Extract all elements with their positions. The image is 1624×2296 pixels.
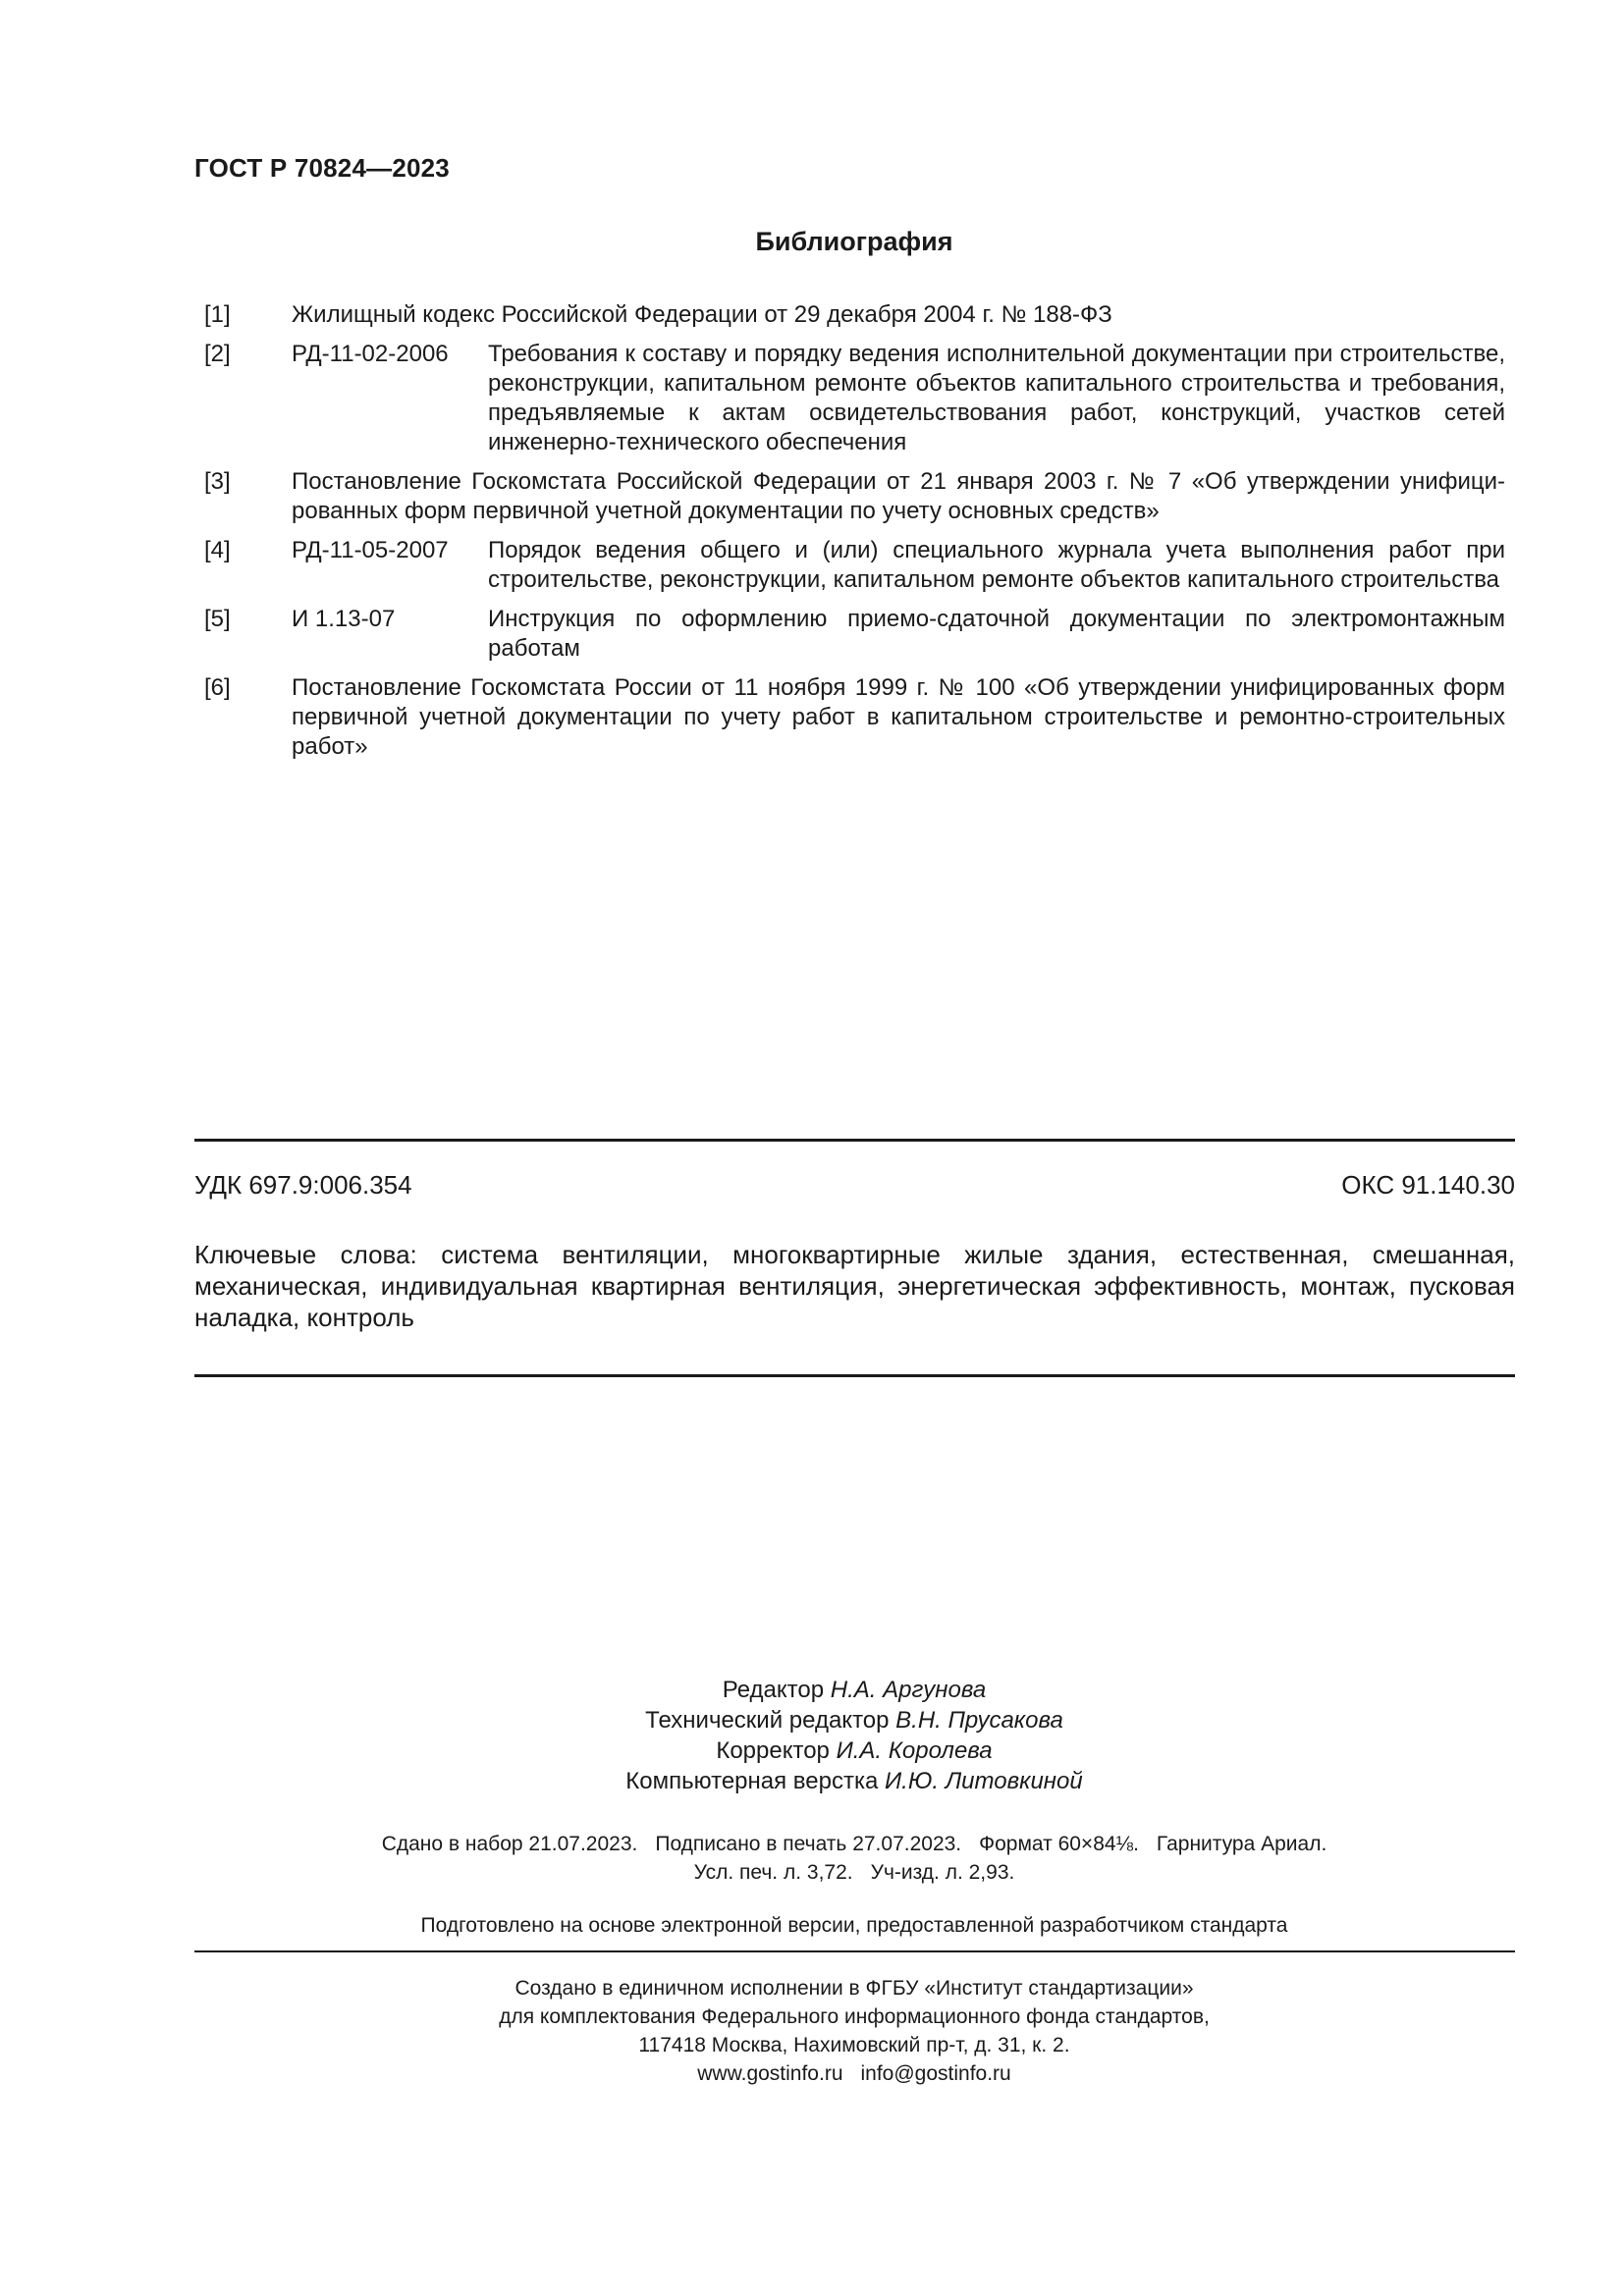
email-link[interactable]: info@gostinfo.ru: [860, 2062, 1011, 2085]
entry-number: [6]: [204, 674, 231, 701]
credit-role: Корректор: [716, 1737, 830, 1764]
bibliography-title: Библиография: [755, 227, 953, 256]
entry-number: [2]: [204, 341, 231, 367]
credit-role: Компьютерная верстка: [625, 1768, 879, 1794]
document-code: ГОСТ Р 70824—2023: [194, 153, 450, 183]
credit-name: И.А. Королева: [836, 1737, 993, 1764]
entry-text: Постановление Госкомстата России от 11 ноября 1999 г. № 100 «Об утверждении унифицированных форм первичной учетной документации по учету работ в капитальном строительстве и ремонтно-строительных работ»: [292, 674, 1505, 760]
bibliography-entry: [204, 340, 1505, 457]
paper-format: Формат 60×84⅛.: [979, 1833, 1139, 1855]
divider-bottom: [194, 1374, 1515, 1377]
credit-role: Редактор: [722, 1677, 825, 1703]
entry-code: РД-11-05-2007: [292, 537, 449, 563]
credit-name: В.Н. Прусакова: [895, 1707, 1063, 1734]
keywords: Ключевые слова: система вентиляции, многоквартирные жилые здания, естественная, смешанная, механическая, индивидуальная квартирная вентиляция, энергетическая эффективность, монтаж, пусковая наладка, контроль: [194, 1240, 1515, 1332]
credit-line: [0, 1705, 1624, 1735]
entry-number: [5]: [204, 606, 231, 632]
signed-date: Подписано в печать 27.07.2023.: [655, 1833, 962, 1855]
publication-line-1: [0, 1830, 1624, 1858]
edition-sheets: Уч-изд. л. 2,93.: [870, 1861, 1015, 1884]
footer-contacts: [0, 2059, 1624, 2088]
footer-divider: [194, 1950, 1515, 1952]
entry-code: РД-11-02-2006: [292, 341, 449, 367]
prepared-note: Подготовлено на основе электронной версии, предоставленной разработчиком стандарта: [420, 1914, 1288, 1937]
entry-text: Порядок ведения общего и (или) специального журнала учета выполнения работ при строительстве, реконструкции, капитальном ремонте объектов капитального строительства: [488, 537, 1505, 593]
typeface: Гарнитура Ариал.: [1156, 1833, 1327, 1855]
entry-number: [4]: [204, 537, 231, 563]
print-sheets: Усл. печ. л. 3,72.: [693, 1861, 853, 1884]
credit-role: Технический редактор: [645, 1707, 890, 1734]
publication-info: [0, 1830, 1624, 1887]
udk-code: УДК 697.9:006.354: [194, 1170, 412, 1200]
credit-name: Н.А. Аргунова: [830, 1677, 987, 1703]
submitted-date: Сдано в набор 21.07.2023.: [381, 1833, 638, 1855]
bibliography-list: [204, 300, 1505, 772]
bibliography-entry: [204, 536, 1505, 595]
bibliography-entry: [204, 605, 1505, 664]
bibliography-entry: [204, 467, 1505, 526]
entry-text: Жилищный кодекс Российской Федерации от 29 декабря 2004 г. № 188-ФЗ: [292, 301, 1112, 328]
entry-text: Постановление Госкомстата Российской Федерации от 21 января 2003 г. № 7 «Об утверждении унифицированных форм первичной учетной документации по учету основных средств»: [292, 468, 1505, 524]
footer: [0, 1974, 1624, 2088]
oks-code: ОКС 91.140.30: [1341, 1170, 1515, 1200]
entry-text: Требования к составу и порядку ведения исполнительной документации при строительстве, реконструкции, капитальном ремонте объектов капитального строительства и требования, предъявляемые к актам освидетельствования работ, конструкций, участков сетей инженерно-технического обеспечения: [488, 341, 1505, 455]
footer-line: Создано в единичном исполнении в ФГБУ «Институт стандартизации»: [514, 1977, 1194, 2000]
entry-number: [1]: [204, 301, 231, 328]
website-link[interactable]: www.gostinfo.ru: [697, 2062, 843, 2085]
credits-block: [0, 1675, 1624, 1796]
entry-number: [3]: [204, 468, 231, 495]
footer-line: 117418 Москва, Нахимовский пр-т, д. 31, к. 2.: [638, 2034, 1070, 2056]
entry-code: И 1.13-07: [292, 606, 396, 632]
footer-line: для комплектования Федерального информационного фонда стандартов,: [499, 2005, 1210, 2028]
credit-line: [0, 1766, 1624, 1796]
credit-name: И.Ю. Литовкиной: [885, 1768, 1083, 1794]
credit-line: [0, 1675, 1624, 1705]
publication-line-2: [0, 1858, 1624, 1887]
bibliography-entry: [204, 300, 1505, 330]
divider-top: [194, 1139, 1515, 1142]
bibliography-entry: [204, 673, 1505, 762]
credit-line: [0, 1735, 1624, 1766]
entry-text: Инструкция по оформлению приемо-сдаточной документации по электромонтажным работам: [488, 606, 1505, 662]
